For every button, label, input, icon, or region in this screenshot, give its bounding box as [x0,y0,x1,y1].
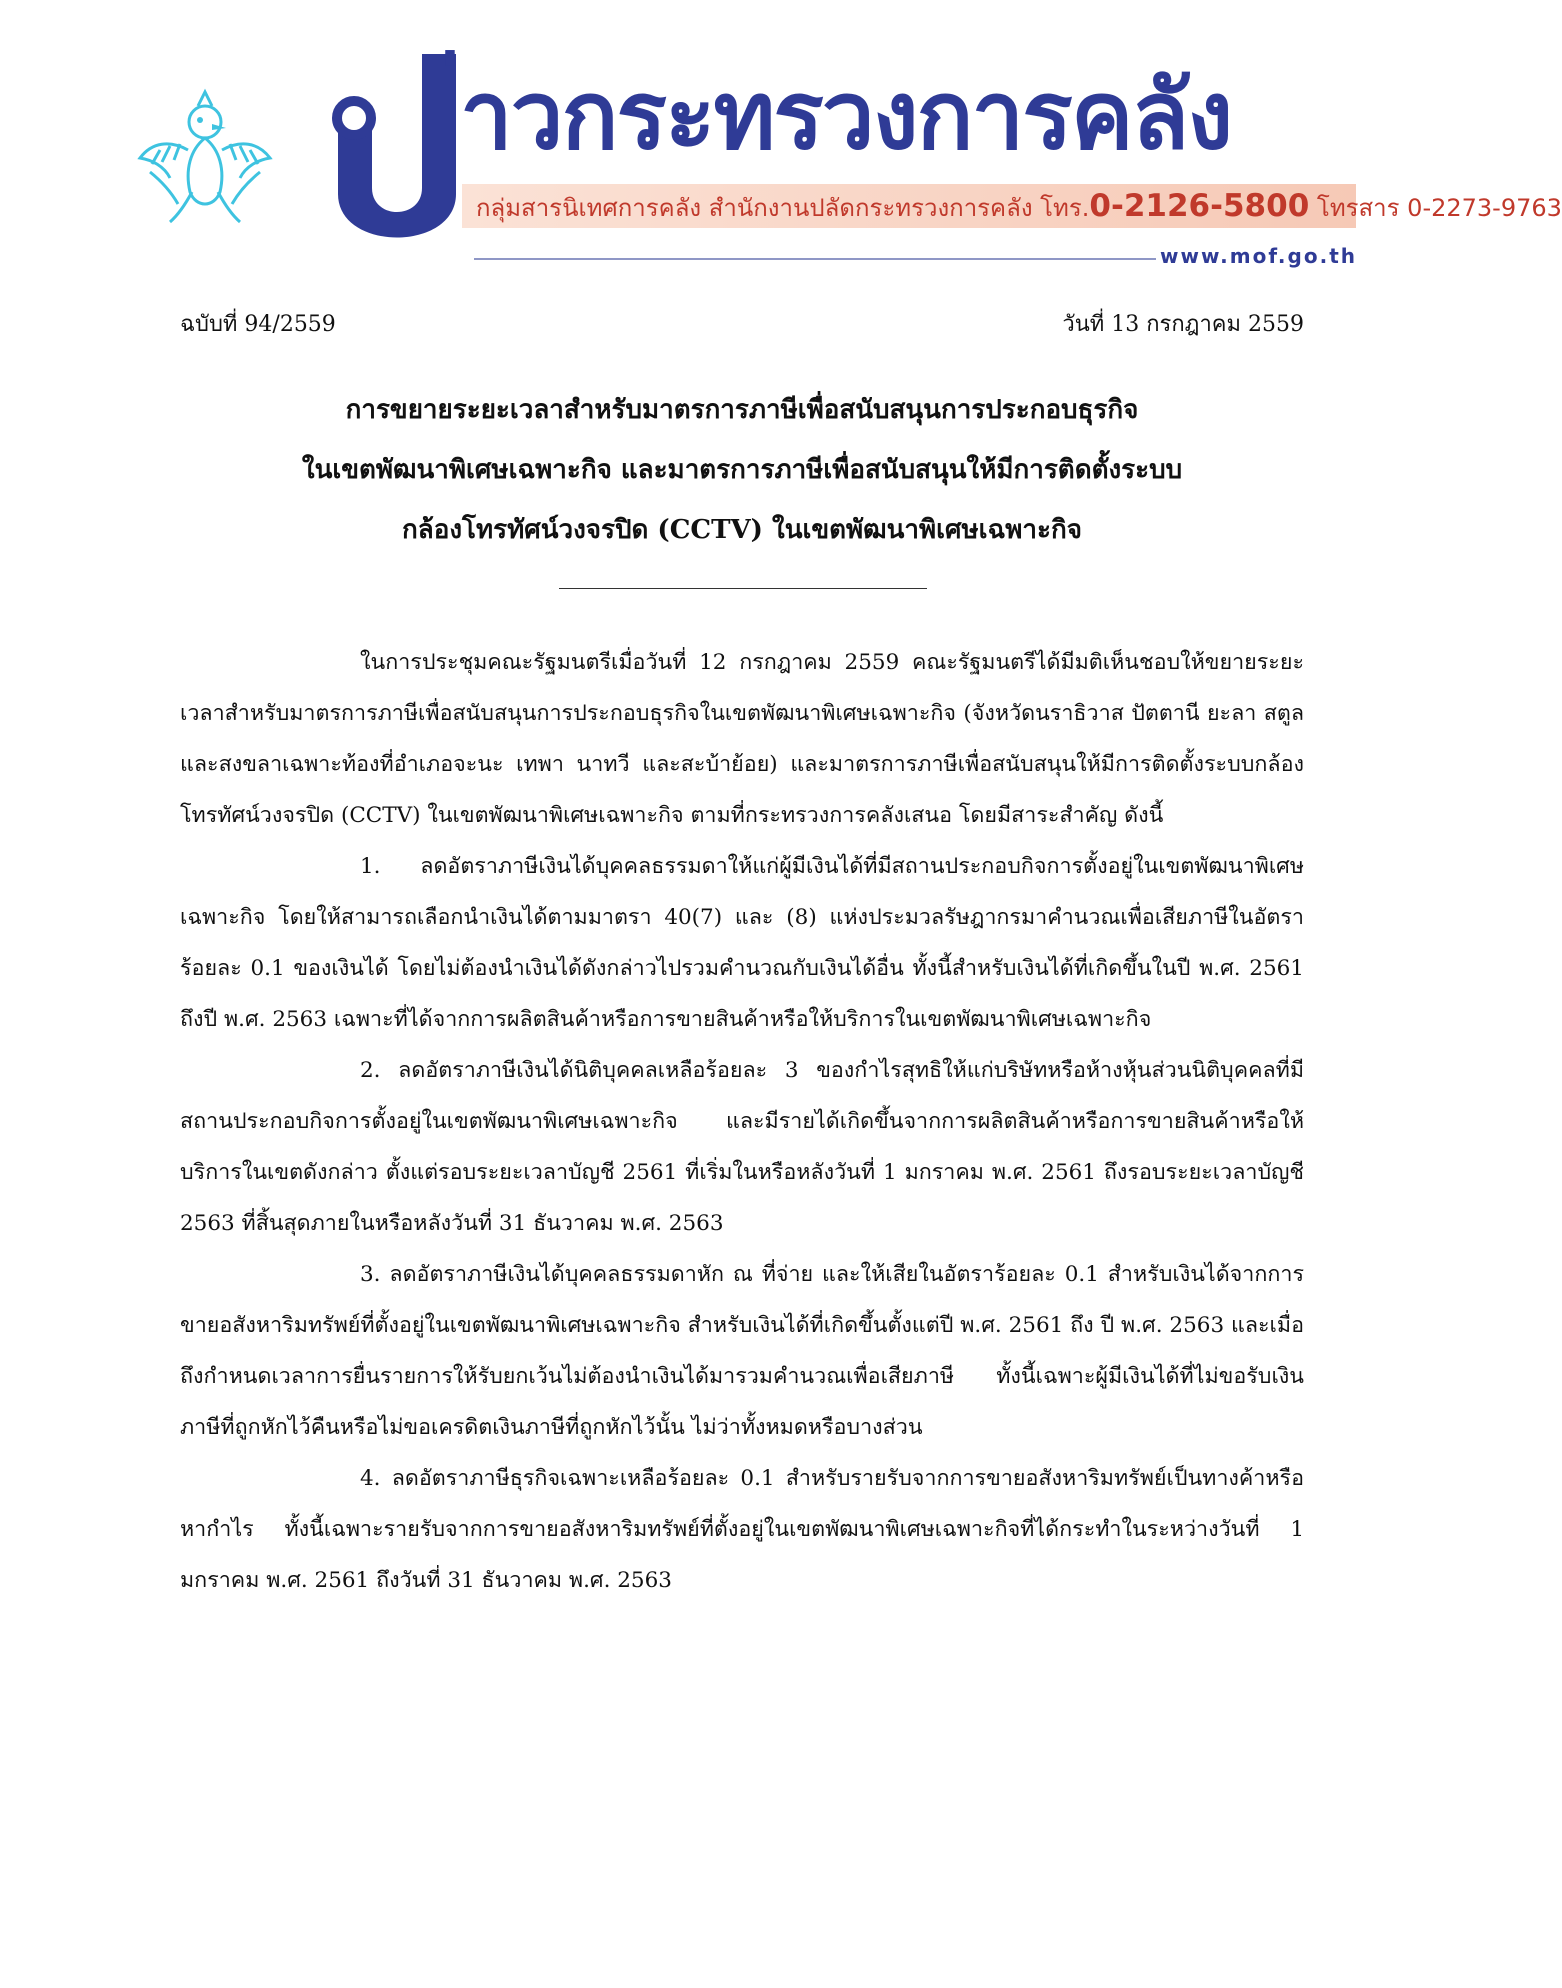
headline-line-1: การขยายระยะเวลาสำหรับมาตรการภาษีเพื่อสนับสนุนการประกอบธุรกิจ [345,395,1139,425]
issue-number: ฉบับที่ 94/2559 [180,312,336,337]
measure-item-1: 1. ลดอัตราภาษีเงินได้บุคคลธรรมดาให้แก่ผู้มีเงินได้ที่มีสถานประกอบกิจการตั้งอยู่ในเขตพัฒนาพิเศษเฉพาะกิจ โดยให้สามารถเลือกนำเงินได้ตามมาตรา 40(7) และ (8) แห่งประมวลรัษฎากรมาคำนวณเพื่อเสียภาษีในอัตราร้อยละ 0.1 ของเงินได้ โดยไม่ต้องนำเงินได้ดังกล่าวไปรวมคำนวณกับเงินได้อื่น ทั้งนี้สำหรับเงินได้ที่เกิดขึ้นในปี พ.ศ. 2561 ถึงปี พ.ศ. 2563 เฉพาะที่ได้จากการผลิตสินค้าหรือการขายสินค้าหรือให้บริการในเขตพัฒนาพิเศษเฉพาะกิจ [180,854,1304,1032]
measure-item-2: 2. ลดอัตราภาษีเงินได้นิติบุคคลเหลือร้อยละ 3 ของกำไรสุทธิให้แก่บริษัทหรือห้างหุ้นส่วนนิติบุคคลที่มีสถานประกอบกิจการตั้งอยู่ในเขตพัฒนาพิเศษเฉพาะกิจ และมีรายได้เกิดขึ้นจากการผลิตสินค้าหรือการขายสินค้าหรือให้บริการในเขตดังกล่าว ตั้งแต่รอบระยะเวลาบัญชี 2561 ที่เริ่มในหรือหลังวันที่ 1 มกราคม พ.ศ. 2561 ถึงรอบระยะเวลาบัญชี 2563 ที่สิ้นสุดภายในหรือหลังวันที่ 31 ธันวาคม พ.ศ. 2563 [180,1058,1304,1236]
brand-letter-kho-icon [326,48,466,258]
headline-line-2: ในเขตพัฒนาพิเศษเฉพาะกิจ และมาตรการภาษีเพื่อสนับสนุนให้มีการติดตั้งระบบ [301,455,1183,485]
press-release-body [180,637,1304,1606]
masthead-divider [474,258,1156,260]
contact-info [476,188,1562,226]
headline-divider [559,588,927,589]
newsletter-title: ่าวกระทรวงการคลัง [462,62,1232,171]
issue-date: วันที่ 13 กรกฎาคม 2559 [1062,312,1304,337]
measure-item-3: 3. ลดอัตราภาษีเงินได้บุคคลธรรมดาหัก ณ ที่จ่าย และให้เสียในอัตราร้อยละ 0.1 สำหรับเงินได้จากการขายอสังหาริมทรัพย์ที่ตั้งอยู่ในเขตพัฒนาพิเศษเฉพาะกิจ สำหรับเงินได้ที่เกิดขึ้นตั้งแต่ปี พ.ศ. 2561 ถึง ปี พ.ศ. 2563 และเมื่อถึงกำหนดเวลาการยื่นรายการให้รับยกเว้นไม่ต้องนำเงินได้มารวมคำนวณเพื่อเสียภาษี ทั้งนี้เฉพาะผู้มีเงินได้ที่ไม่ขอรับเงินภาษีที่ถูกหักไว้คืนหรือไม่ขอเครดิตเงินภาษีที่ถูกหักไว้นั้น ไม่ว่าทั้งหมดหรือบางส่วน [180,1262,1304,1440]
phone-number: 0-2126-5800 [1089,188,1310,224]
website-link[interactable]: www.mof.go.th [1160,244,1357,268]
contact-prefix: กลุ่มสารนิเทศการคลัง สำนักงานปลัดกระทรวงการคลัง โทร. [476,194,1090,222]
masthead [0,0,1562,280]
intro-paragraph: ในการประชุมคณะรัฐมนตรีเมื่อวันที่ 12 กรกฎาคม 2559 คณะรัฐมนตรีได้มีมติเห็นชอบให้ขยายระยะเวลาสำหรับมาตรการภาษีเพื่อสนับสนุนการประกอบธุรกิจในเขตพัฒนาพิเศษเฉพาะกิจ (จังหวัดนราธิวาส ปัตตานี ยะลา สตูล และสงขลาเฉพาะท้องที่อำเภอจะนะ เทพา นาทวี และสะบ้าย้อย) และมาตรการภาษีเพื่อสนับสนุนให้มีการติดตั้งระบบกล้องโทรทัศน์วงจรปิด (CCTV) ในเขตพัฒนาพิเศษเฉพาะกิจ ตามที่กระทรวงการคลังเสนอ โดยมีสาระสำคัญ ดังนี้ [180,650,1304,828]
headline [180,380,1304,560]
measure-item-4: 4. ลดอัตราภาษีธุรกิจเฉพาะเหลือร้อยละ 0.1 สำหรับรายรับจากการขายอสังหาริมทรัพย์เป็นทางค้าหรือหากำไร ทั้งนี้เฉพาะรายรับจากการขายอสังหาริมทรัพย์ที่ตั้งอยู่ในเขตพัฒนาพิเศษเฉพาะกิจที่ได้กระทำในระหว่างวันที่ 1 มกราคม พ.ศ. 2561 ถึงวันที่ 31 ธันวาคม พ.ศ. 2563 [180,1466,1304,1593]
fax-number: โทรสาร 0-2273-9763 [1316,194,1562,222]
garuda-emblem-icon [130,80,280,230]
headline-line-3: กล้องโทรทัศน์วงจรปิด (CCTV) ในเขตพัฒนาพิเศษเฉพาะกิจ [402,515,1082,545]
